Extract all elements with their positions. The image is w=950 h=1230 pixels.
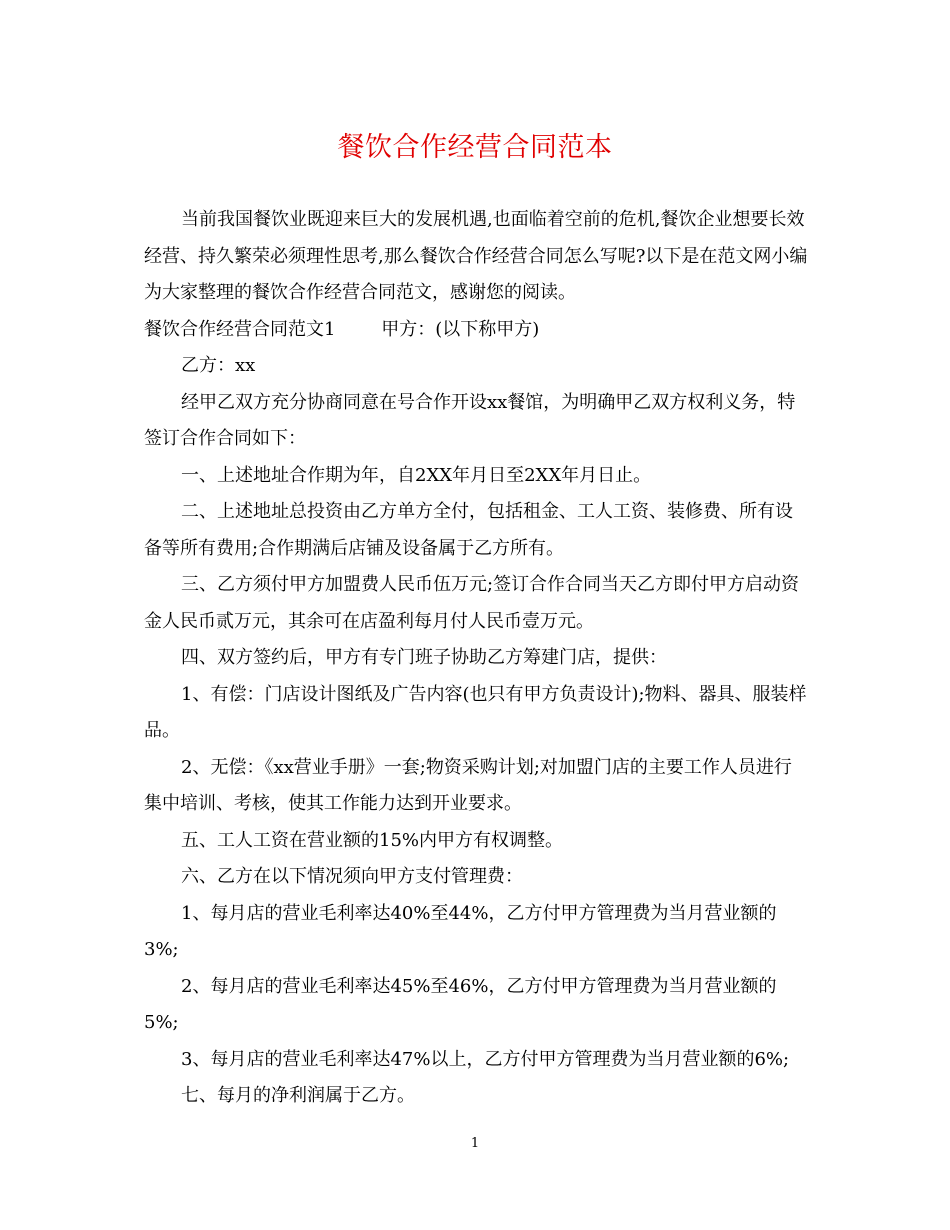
- paragraph-clause-5: 五、工人工资在营业额的15%内甲方有权调整。: [181, 829, 564, 851]
- document-title: 餐饮合作经营合同范本: [337, 132, 613, 163]
- paragraph-clause-7: 七、每月的净利润属于乙方。: [181, 1085, 415, 1106]
- paragraph-clause-4-item-2: 2、无偿：《xx营业手册》一套;物资采购计划;对加盟门店的主要工作人员进行集中培训、考核，使其工作能力达到开业要求。: [144, 756, 792, 814]
- paragraph-intro: 当前我国餐饮业既迎来巨大的发展机遇,也面临着空前的危机,餐饮企业想要长效经营、持久繁荣必须理性思考,那么餐饮合作经营合同怎么写呢?以下是在范文网小编为大家整理的餐饮合作经营合同范文，感谢您的阅读。: [144, 209, 808, 303]
- paragraph-clause-4-item-1: 1、有偿：门店设计图纸及广告内容(也只有甲方负责设计);物料、器具、服装样品。: [144, 683, 807, 741]
- paragraph-clause-3: 三、乙方须付甲方加盟费人民币伍万元;签订合作合同当天乙方即付甲方启动资金人民币贰万元，其余可在店盈利每月付人民币壹万元。: [144, 574, 800, 632]
- paragraph-clause-1: 一、上述地址合作期为年，自2XX年月日至2XX年月日止。: [181, 464, 652, 486]
- paragraph-clause-6-item-2: 2、每月店的营业毛利率达45%至46%，乙方付甲方管理费为当月营业额的5%;: [144, 975, 777, 1033]
- paragraph-preamble: 经甲乙双方充分协商同意在号合作开设xx餐馆，为明确甲乙双方权利义务，特签订合作合同如下：: [144, 391, 796, 449]
- paragraph-party-b: 乙方：xx: [181, 355, 256, 376]
- paragraph-clause-6-item-3: 3、每月店的营业毛利率达47%以上，乙方付甲方管理费为当月营业额的6%;: [181, 1048, 790, 1070]
- page-number: 1: [470, 1136, 480, 1151]
- paragraph-clause-2: 二、上述地址总投资由乙方单方全付，包括租金、工人工资、装修费、所有设备等所有费用;合作期满后店铺及设备属于乙方所有。: [144, 501, 793, 559]
- paragraph-clause-6-item-1: 1、每月店的营业毛利率达40%至44%，乙方付甲方管理费为当月营业额的3%;: [144, 902, 777, 960]
- document-body: [144, 202, 808, 1115]
- paragraph-clause-4: 四、双方签约后，甲方有专门班子协助乙方筹建门店，提供：: [181, 647, 667, 668]
- paragraph-contract-heading: 餐饮合作经营合同范文1 甲方：(以下称甲方): [144, 318, 540, 340]
- paragraph-clause-6: 六、乙方在以下情况须向甲方支付管理费：: [181, 866, 523, 887]
